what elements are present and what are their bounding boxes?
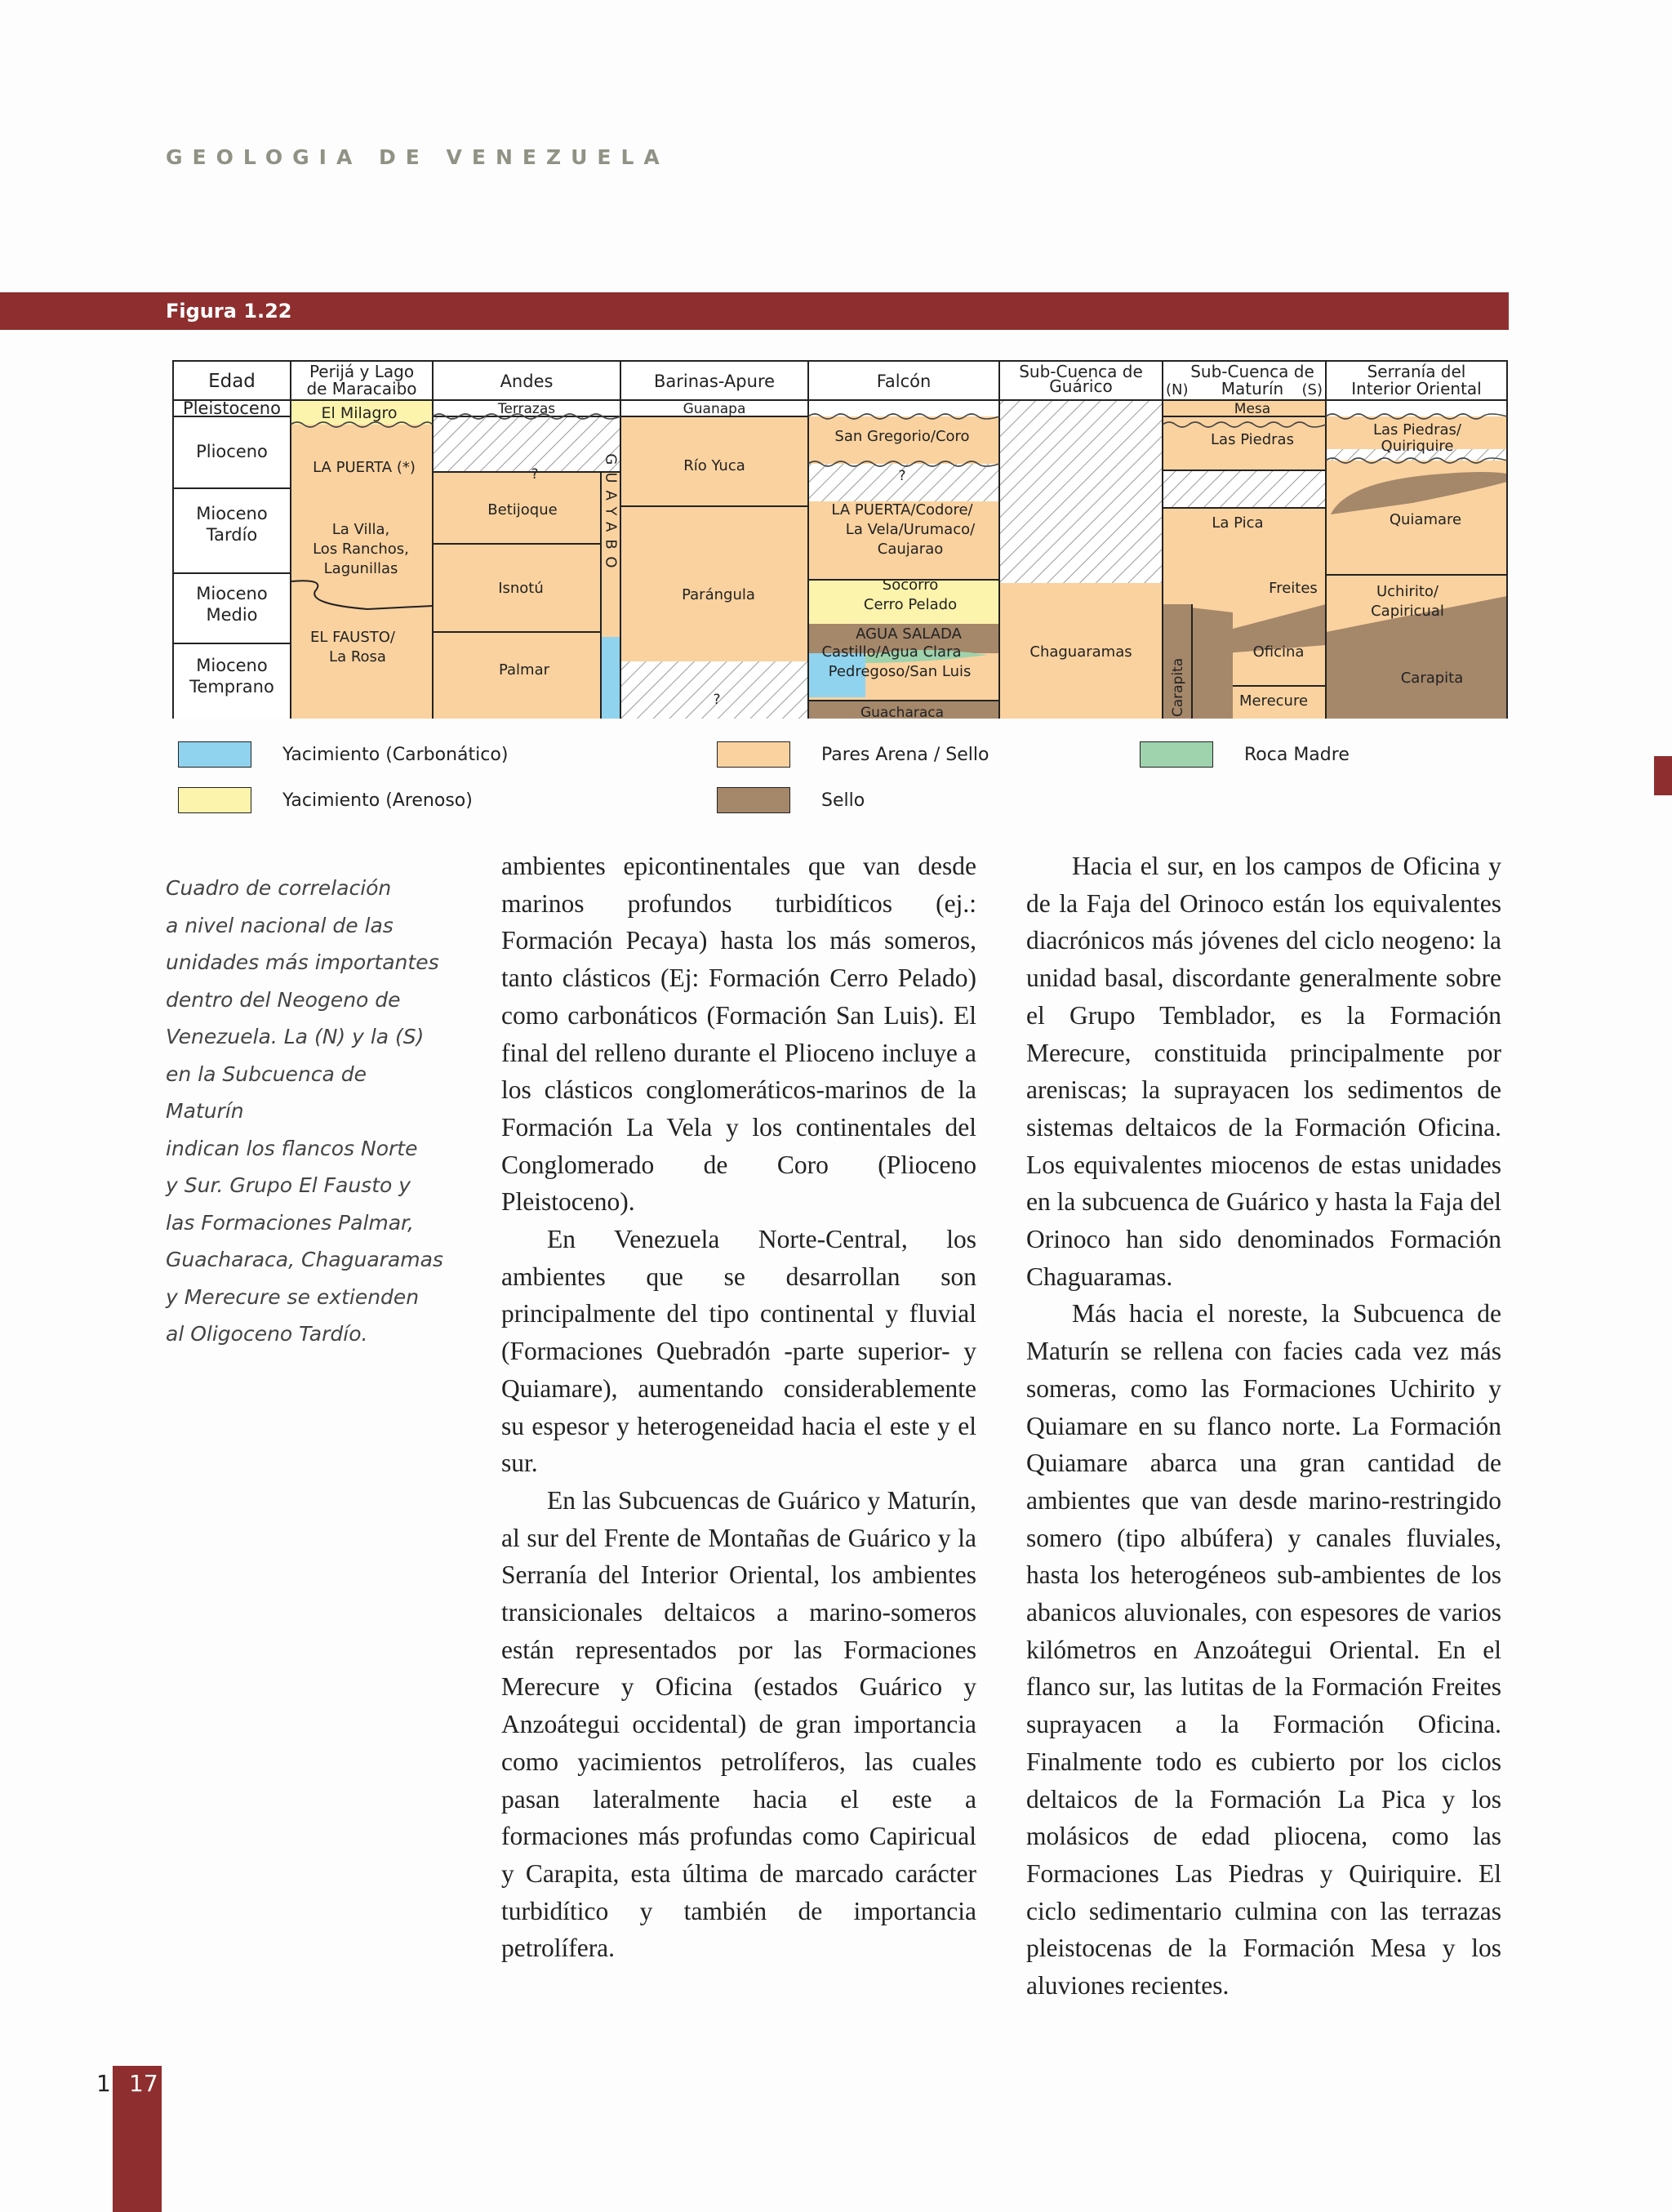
unit-maturin-carapita: Carapita: [1170, 657, 1186, 718]
legend-item-pares: [717, 741, 989, 768]
col-header-perija-2: de Maracaibo: [306, 379, 417, 398]
unit-parangula: Parángula: [682, 586, 755, 603]
unit-socorro: Socorro: [882, 576, 939, 594]
unit-falcon-unknown: ?: [898, 468, 906, 484]
legend-item-roca-madre: [1140, 741, 1350, 768]
caption-line: a nivel nacional de las: [166, 913, 394, 937]
age-mioceno-tardio-2: Tardío: [206, 525, 258, 545]
col-header-andes: Andes: [500, 372, 554, 391]
unit-andes-unknown: ?: [531, 466, 539, 483]
unit-la-vela: La Vela/Urumaco/: [845, 521, 976, 538]
unit-guanapa: Guanapa: [683, 401, 746, 417]
legend-swatch: [178, 787, 251, 813]
col-header-falcon: Falcón: [876, 372, 932, 391]
unit-quiamare: Quiamare: [1389, 511, 1462, 528]
col-header-edad: Edad: [208, 371, 256, 392]
unit-la-villa: La Villa,: [331, 521, 390, 538]
unit-freites: Freites: [1269, 580, 1318, 597]
unit-la-pica: La Pica: [1212, 514, 1264, 532]
col-header-barinas: Barinas-Apure: [653, 372, 776, 391]
caption-line: Venezuela. La (N) y la (S): [166, 1025, 425, 1048]
unit-castillo: Castillo/Agua Clara: [821, 643, 962, 661]
legend-swatch: [178, 741, 251, 768]
barinas-body: [620, 416, 808, 661]
legend-label: Sello: [821, 790, 865, 811]
paragraph: ambientes epicontinentales que van desde marinos profundos turbidíticos (ej.: Formación Pecaya) hasta los más someros, tanto clásticos (Ej: Formación Cerro Pelado) como carbonáticos (Formación San Luis). El final del relleno durante el Plioceno incluye a los clásticos conglomeráticos-marinos de la Formación La Vela y los continentales del Conglomerado de Coro (Plioceno Pleistoceno).: [501, 852, 976, 1217]
age-mioceno-medio: Mioceno: [196, 584, 268, 603]
legend-item-carbonatico: [178, 741, 508, 768]
unit-falcon-la-puerta: LA PUERTA/Codore/: [831, 501, 973, 519]
unit-el-fausto: EL FAUSTO/: [310, 629, 395, 646]
unit-chaguaramas: Chaguaramas: [1029, 643, 1132, 661]
caption-line: y Sur. Grupo El Fausto y: [166, 1173, 411, 1197]
side-tab: [1654, 756, 1672, 795]
age-plioceno: Plioceno: [196, 442, 268, 461]
correlation-chart: [171, 359, 1510, 719]
legend: [163, 735, 1551, 825]
unit-uchirito: Uchirito/: [1376, 583, 1439, 600]
legend-swatch: [717, 787, 790, 813]
body-column-2: [1026, 848, 1501, 2005]
unit-quiriquire: Quiriquire: [1381, 438, 1454, 455]
chapter-number: 1: [96, 2070, 111, 2097]
legend-swatch: [717, 741, 790, 768]
unit-terrazas: Terrazas: [497, 401, 556, 417]
guayabo-carbonate: [601, 637, 620, 719]
age-pleistoceno: Pleistoceno: [183, 398, 281, 418]
figure-caption: [166, 870, 443, 1353]
unit-betijoque: Betijoque: [487, 501, 558, 519]
unit-guayabo: GUAYABO: [602, 453, 620, 576]
paragraph: En las Subcuencas de Guárico y Maturín, al sur del Frente de Montañas de Guárico y la Serranía del Interior Oriental, los ambientes transicionales deltaicos a marino-someros están representados por las Formaciones Merecure y Oficina (estados Guárico y Anzoátegui occidental) de gran importancia como yacimientos petrolíferos, las cuales pasan lateralmente hacia el este a formaciones más profundas como Capiricual y Carapita, esta última de marcado carácter turbidítico y también de importancia petrolífera.: [501, 1485, 976, 1963]
unit-las-piedras: Las Piedras: [1211, 431, 1294, 448]
unit-los-ranchos: Los Ranchos,: [313, 541, 409, 558]
unit-lagunillas: Lagunillas: [323, 560, 398, 577]
col-header-maturin-flank-n: (N): [1166, 381, 1189, 398]
unit-isnotu: Isnotú: [498, 580, 544, 597]
andes-hatch: [433, 416, 620, 472]
col-header-perija: Perijá y Lago: [309, 362, 415, 381]
unit-la-puerta: LA PUERTA (*): [313, 459, 416, 476]
legend-item-arenoso: [178, 787, 473, 813]
caption-line: en la Subcuenca de Maturín: [166, 1061, 367, 1123]
barinas-hatch: [620, 661, 808, 719]
unit-capiricual: Capiricual: [1371, 603, 1444, 620]
unit-oficina: Oficina: [1252, 643, 1305, 661]
caption-line: Guacharaca, Chaguaramas: [166, 1248, 443, 1271]
paragraph: En Venezuela Norte-Central, los ambientes que se desarrollan son principalmente del tipo continental y fluvial (Formaciones Quebradón -parte superior- y Quiamare), aumentando considerablemente su espesor y heterogeneidad hacia el este y el sur.: [501, 1225, 976, 1478]
unit-cerro-pelado: Cerro Pelado: [863, 596, 958, 613]
paragraph: Hacia el sur, en los campos de Oficina y de la Faja del Orinoco están los equivalentes diacrónicos más jóvenes del ciclo neogeno: la unidad basal, discordante generalmente sobre el Grupo Temblador, es la Formación Merecure, constituida principalmente por areniscas; la suprayacen los sedimentos de sistemas deltaicos de la Formación Oficina. Los equivalentes miocenos de estas unidades en la subcuenca de Guárico y hasta la Faja del Orinoco han sido denominados Formación Chaguaramas.: [1026, 852, 1501, 1291]
col-header-maturin-2: Maturín: [1221, 379, 1284, 398]
figure-label: Figura 1.22: [166, 300, 292, 323]
legend-label: Pares Arena / Sello: [821, 744, 989, 765]
unit-serrania-carapita: Carapita: [1400, 670, 1464, 687]
caption-line: dentro del Neogeno de: [166, 987, 401, 1012]
unit-mesa: Mesa: [1234, 401, 1271, 417]
caption-line: al Oligoceno Tardío.: [166, 1322, 368, 1346]
legend-label: Yacimiento (Carbonático): [282, 744, 509, 765]
unit-rio-yuca: Río Yuca: [683, 457, 745, 474]
unit-barinas-unknown: ?: [713, 692, 721, 708]
age-mioceno-temprano: Mioceno: [196, 656, 268, 675]
caption-line: unidades más importantes: [166, 950, 439, 974]
col-header-serrania-2: Interior Oriental: [1351, 379, 1482, 398]
unit-el-milagro: El Milagro: [321, 404, 398, 422]
body-column-1: [501, 848, 976, 1967]
maturin-hatch: [1163, 470, 1326, 508]
unit-palmar: Palmar: [498, 661, 550, 679]
unit-pedregoso: Pedregoso/San Luis: [828, 663, 972, 680]
col-header-guarico-2: Guárico: [1049, 376, 1113, 396]
caption-line: Cuadro de correlación: [166, 876, 392, 900]
unit-guacharaca: Guacharaca: [860, 705, 945, 719]
unit-agua-salada: AGUA SALADA: [856, 625, 962, 643]
page-number: 17: [129, 2070, 158, 2097]
col-header-maturin-flank-s: (S): [1301, 381, 1323, 398]
caption-line: las Formaciones Palmar,: [166, 1210, 414, 1235]
legend-label: Roca Madre: [1244, 744, 1350, 765]
unit-merecure: Merecure: [1238, 692, 1309, 710]
age-mioceno-tardio: Mioceno: [196, 504, 268, 523]
age-mioceno-medio-2: Medio: [206, 605, 258, 625]
col-header-maturin: Sub-Cuenca de: [1190, 362, 1314, 381]
unit-la-rosa: La Rosa: [329, 648, 386, 665]
age-mioceno-temprano-2: Temprano: [189, 677, 274, 697]
legend-item-sello: [717, 787, 865, 813]
running-title: GEOLOGIA DE VENEZUELA: [166, 145, 669, 169]
legend-swatch: [1140, 741, 1213, 768]
guarico-hatch: [999, 400, 1163, 583]
caption-line: y Merecure se extienden: [166, 1284, 420, 1309]
legend-label: Yacimiento (Arenoso): [282, 790, 473, 811]
col-header-guarico: Sub-Cuenca de: [1019, 362, 1143, 381]
unit-serrania-las-piedras: Las Piedras/: [1373, 421, 1461, 438]
unit-san-gregorio: San Gregorio/Coro: [834, 428, 970, 445]
col-header-serrania: Serranía del: [1367, 362, 1466, 381]
paragraph: Más hacia el noreste, la Subcuenca de Maturín se rellena con facies cada vez más someras, como las Formaciones Uchirito y Quiamare en su flanco norte. La Formación Quiamare abarca una gran cantidad de ambientes que van desde marino-restringido somero (tipo albúfera) y canales fluviales, hasta los heterogéneos sub-ambientes de los abanicos aluvionales, con espesores de varios kilómetros en Anzoátegui Oriental. En el flanco sur, las lutitas de la Formación Freites suprayacen a la Formación Oficina. Finalmente todo es cubierto por los ciclos deltaicos de la Formación La Pica y los molásicos de edad pliocena, como las Formaciones Las Piedras y Quiriquire. El ciclo sedimentario culmina con las terrazas pleistocenas de la Formación Mesa y los aluviones recientes.: [1026, 1299, 1501, 2001]
unit-caujarao: Caujarao: [877, 541, 944, 558]
caption-line: indican los flancos Norte: [166, 1136, 418, 1160]
